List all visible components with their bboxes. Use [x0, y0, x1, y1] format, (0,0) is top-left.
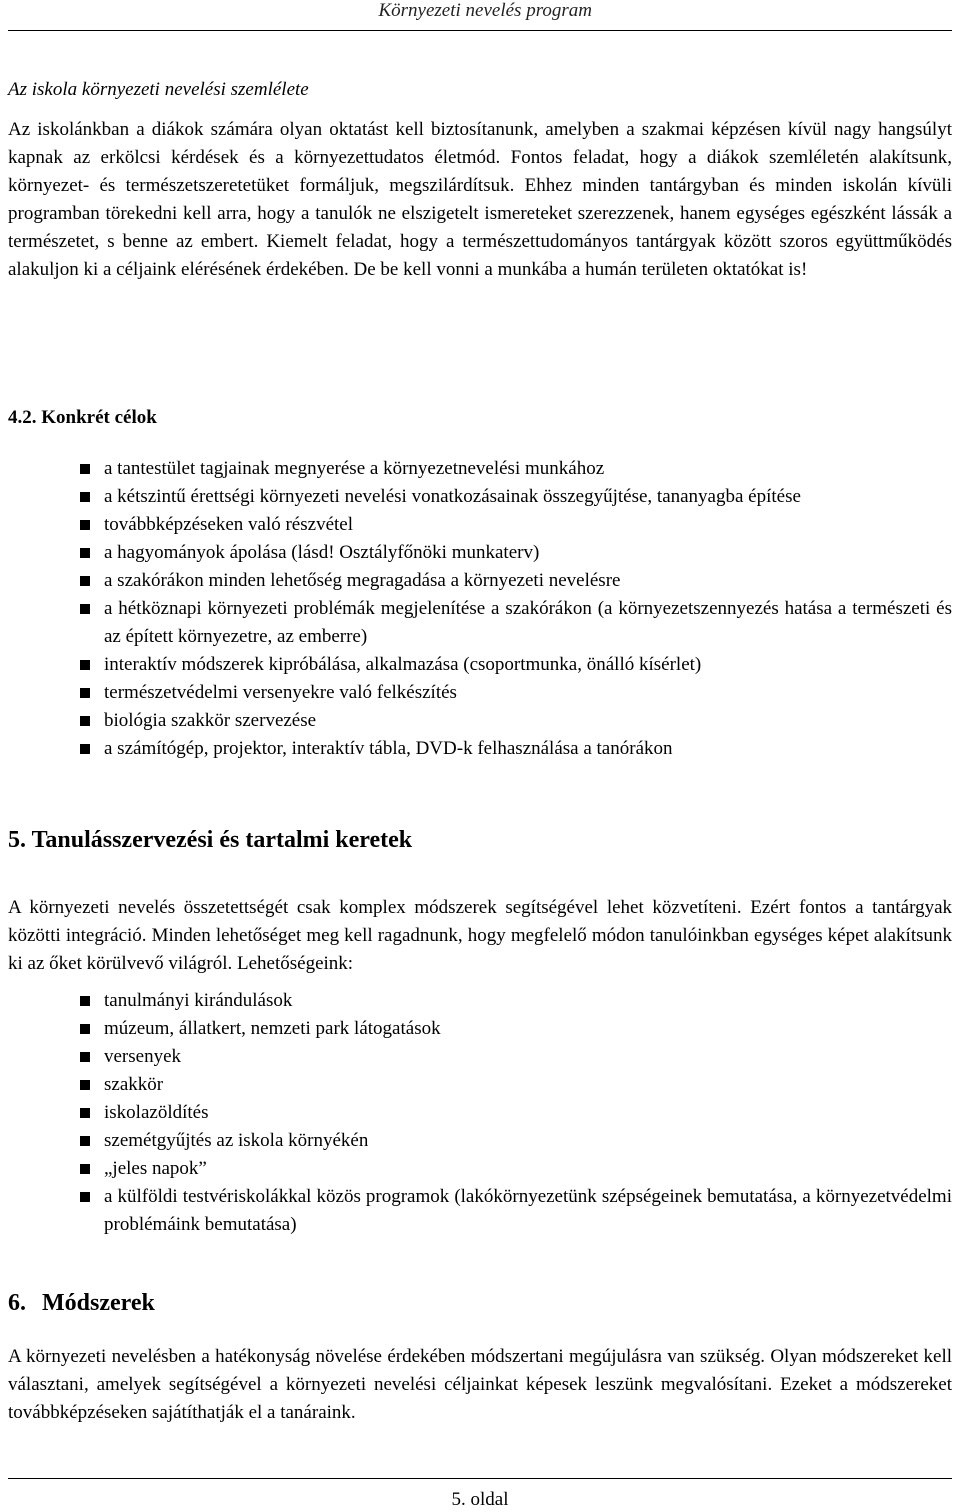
list-item — [8, 483, 952, 511]
page-number: 5. oldal — [451, 1489, 509, 1510]
list-item-text: a számítógép, projektor, interaktív tábla, DVD-k felhasználása a tanórákon — [104, 738, 673, 759]
list-item — [8, 455, 952, 483]
section-5-paragraph: A környezeti nevelés összetettségét csak komplex módszerek segítségével lehet közvetíteni. Ezért fontos a tantárgyak közötti integráció. Minden lehetőséget meg kell ragadnunk, hogy megfelelő módon tanulóinkban egységes képet alakítsunk ki az őket körülvevő világról. Lehetőségeink: — [8, 897, 952, 974]
heading-section-6 — [8, 1287, 155, 1319]
list-item — [8, 595, 952, 651]
square-bullet-icon — [80, 996, 90, 1006]
list-item — [8, 1015, 952, 1043]
section-6-paragraph: A környezeti nevelésben a hatékonyság növelése érdekében módszertani megújulásra van szükség. Olyan módszereket kell választani, amelyek segítségével a környezeti nevelési céljainkat képesek leszünk megvalósítani. Ezeket a módszereket továbbképzéseken sajátíthatják el a tanáraink. — [8, 1346, 952, 1423]
list-item-text: szemétgyűjtés az iskola környékén — [104, 1130, 369, 1151]
list-item-text: a hétköznapi környezeti problémák megjelenítése a szakórákon (a környezetszennyezés hatása a természeti és az épített környezetre, az emberre) — [104, 598, 952, 647]
running-title: Környezeti nevelés program — [378, 0, 592, 21]
square-bullet-icon — [80, 1108, 90, 1118]
list-item-text: a hagyományok ápolása (lásd! Osztályfőnöki munkaterv) — [104, 542, 540, 563]
list-item — [8, 1099, 952, 1127]
list-item-text: szakkör — [104, 1074, 164, 1095]
list-item-text: a tantestület tagjainak megnyerése a környezetnevelési munkához — [104, 458, 605, 479]
list-item-text: múzeum, állatkert, nemzeti park látogatások — [104, 1018, 441, 1039]
list-item — [8, 567, 952, 595]
goals-list — [8, 455, 952, 763]
list-item — [8, 1155, 952, 1183]
list-item — [8, 539, 952, 567]
list-item-text: a kétszintű érettségi környezeti nevelési vonatkozásainak összegyűjtése, tananyagba építése — [104, 486, 801, 507]
list-item — [8, 735, 952, 763]
square-bullet-icon — [80, 1164, 90, 1174]
section-title: Módszerek — [42, 1290, 155, 1316]
list-item-text: tanulmányi kirándulások — [104, 990, 293, 1011]
header-divider — [8, 30, 952, 31]
list-item — [8, 707, 952, 735]
list-item — [8, 1043, 952, 1071]
square-bullet-icon — [80, 744, 90, 754]
section-number: 6. — [8, 1290, 26, 1316]
square-bullet-icon — [80, 716, 90, 726]
intro-paragraph: Az iskolánkban a diákok számára olyan oktatást kell biztosítanunk, amelyben a szakmai képzésen kívül nagy hangsúlyt kapnak az erkölcsi kérdések és a környezettudatos életmód. Fontos feladat, hogy a diákok szemléletén alakítsunk, környezet- és természetszeretetüket formáljuk, megszilárdítsuk. Ehhez minden tantárgyban és minden iskolán kívüli programban törekedni kell arra, hogy a tanulók ne elszigetelt ismereteket szerezzenek, hanem egységes egészként lássák a természetet, s benne az embert. Kiemelt feladat, hogy a természettudományos tantárgyak között szoros együttműködés alakuljon ki a céljaink elérésének érdekében. De be kell vonni a munkába a humán területen oktatókat is! — [8, 119, 952, 280]
list-item — [8, 511, 952, 539]
list-item-text: továbbképzéseken való részvétel — [104, 514, 353, 535]
square-bullet-icon — [80, 548, 90, 558]
list-item — [8, 679, 952, 707]
square-bullet-icon — [80, 688, 90, 698]
heading-section-5: 5. Tanulásszervezési és tartalmi keretek — [8, 827, 413, 853]
list-item — [8, 987, 952, 1015]
square-bullet-icon — [80, 520, 90, 530]
list-item-text: iskolazöldítés — [104, 1102, 209, 1123]
footer-divider — [8, 1478, 952, 1479]
square-bullet-icon — [80, 660, 90, 670]
list-item — [8, 1127, 952, 1155]
section-subtitle: Az iskola környezeti nevelési szemlélete — [8, 79, 309, 100]
list-item — [8, 1071, 952, 1099]
square-bullet-icon — [80, 1052, 90, 1062]
square-bullet-icon — [80, 576, 90, 586]
square-bullet-icon — [80, 464, 90, 474]
heading-concrete-goals: 4.2. Konkrét célok — [8, 407, 157, 428]
list-item-text: „jeles napok” — [104, 1158, 207, 1179]
opportunities-list — [8, 987, 952, 1239]
list-item-text: természetvédelmi versenyekre való felkészítés — [104, 682, 457, 703]
square-bullet-icon — [80, 1192, 90, 1202]
square-bullet-icon — [80, 1136, 90, 1146]
list-item-text: a szakórákon minden lehetőség megragadása a környezeti nevelésre — [104, 570, 621, 591]
list-item-text: biológia szakkör szervezése — [104, 710, 317, 731]
square-bullet-icon — [80, 1080, 90, 1090]
square-bullet-icon — [80, 604, 90, 614]
square-bullet-icon — [80, 492, 90, 502]
list-item — [8, 1183, 952, 1239]
list-item-text: interaktív módszerek kipróbálása, alkalmazása (csoportmunka, önálló kísérlet) — [104, 654, 702, 675]
list-item-text: versenyek — [104, 1046, 182, 1067]
square-bullet-icon — [80, 1024, 90, 1034]
list-item-text: a külföldi testvériskolákkal közös programok (lakókörnyezetünk szépségeinek bemutatása, a környezetvédelmi problémáink bemutatása) — [104, 1186, 952, 1235]
list-item — [8, 651, 952, 679]
